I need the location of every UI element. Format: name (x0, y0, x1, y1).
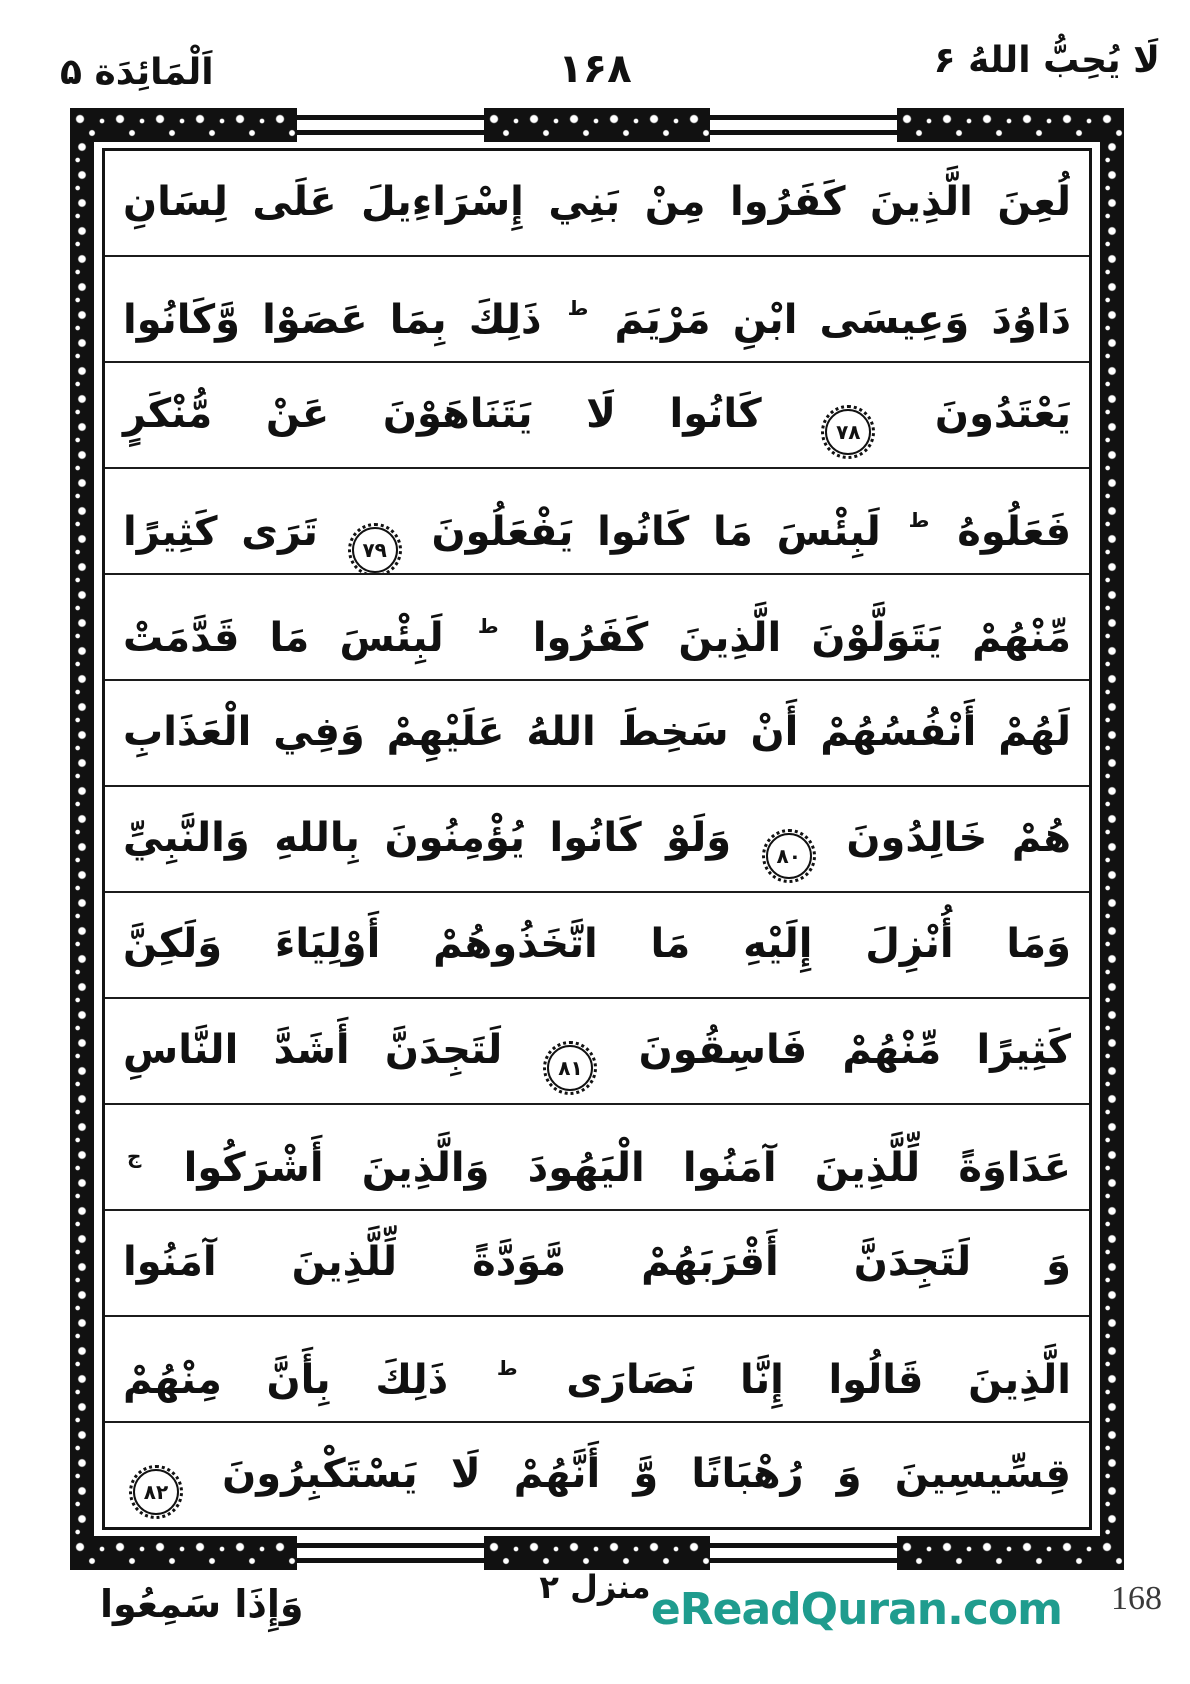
quran-line (105, 1423, 1089, 1527)
ayah-text: دَاوُدَ وَعِيسَى ابْنِ مَرْيَمَ (614, 297, 1071, 343)
quran-line (105, 1105, 1089, 1211)
double-rule (297, 1543, 484, 1563)
quran-line (105, 681, 1089, 787)
ayah-text: ذَلِكَ بِمَا عَصَوْا وَّكَانُوا (123, 297, 542, 343)
ayah-text: مِّنْهُمْ يَتَوَلَّوْنَ الَّذِينَ كَفَرُوا (532, 615, 1072, 661)
arabesque-ornament (484, 1536, 711, 1570)
frame-ornament-right (1100, 138, 1124, 1540)
quran-line (105, 893, 1089, 999)
quran-line (105, 787, 1089, 893)
quran-line (105, 1211, 1089, 1317)
ayah-text: لَبِئْسَ مَا قَدَّمَتْ (123, 615, 444, 661)
waqf-mark: ط (496, 1356, 518, 1380)
brand-watermark: eReadQuran.com (650, 1584, 1062, 1635)
catchword: وَإِذَا سَمِعُوا (100, 1582, 304, 1626)
ayah-text: كَانُوا لَا يَتَنَاهَوْنَ عَنْ مُّنْكَرٍ (123, 391, 762, 437)
ayah-text: فَعَلُوهُ (957, 509, 1072, 555)
quran-line (105, 575, 1089, 681)
quran-text-box (102, 148, 1092, 1530)
frame-ornament-bottom (70, 1536, 1124, 1570)
juz-title: لَا يُحِبُّ اللهُ ۶ (933, 40, 1160, 81)
surah-title: اَلْمَائِدَة ۵ (60, 52, 214, 93)
waqf-mark: ط (477, 614, 499, 638)
frame-ornament-top (70, 108, 1124, 142)
page-number-arabic: ۱۶۸ (558, 46, 632, 92)
quran-line (105, 363, 1089, 469)
verse-end-marker: ۷۸ (825, 409, 871, 455)
ayah-text: كَثِيرًا مِّنْهُمْ فَاسِقُونَ (638, 1027, 1071, 1073)
arabesque-ornament (897, 108, 1124, 142)
ayah-text: لُعِنَ الَّذِينَ كَفَرُوا مِنْ بَنِي إِسْرَاءِيلَ عَلَى لِسَانِ (123, 179, 1071, 225)
ayah-text: عَدَاوَةً لِّلَّذِينَ آمَنُوا الْيَهُودَ وَالَّذِينَ أَشْرَكُوا (183, 1145, 1071, 1191)
quran-line (105, 999, 1089, 1105)
arabesque-ornament (484, 108, 711, 142)
manzil-marker: منزل ٢ (539, 1568, 651, 1606)
arabesque-ornament (70, 1536, 297, 1570)
waqf-mark: ط (908, 508, 930, 532)
double-rule (297, 115, 484, 135)
page-number: 168 (1111, 1580, 1162, 1617)
quran-line (105, 469, 1089, 575)
ayah-text: هُمْ خَالِدُونَ (846, 815, 1072, 861)
ayah-text: وَمَا أُنْزِلَ إِلَيْهِ مَا اتَّخَذُوهُمْ أَوْلِيَاءَ وَلَكِنَّ (123, 921, 1071, 967)
quran-line (105, 1317, 1089, 1423)
frame-ornament-left (70, 138, 94, 1540)
arabesque-ornament (897, 1536, 1124, 1570)
ayah-text: يَعْتَدُونَ (934, 391, 1071, 437)
ayah-text: تَرَى كَثِيرًا (123, 509, 318, 555)
verse-end-marker: ۸۱ (547, 1045, 593, 1091)
quran-line (105, 151, 1089, 257)
verse-end-marker: ۸۲ (133, 1469, 179, 1515)
ayah-text: ذَلِكَ بِأَنَّ مِنْهُمْ (123, 1357, 449, 1403)
ayah-text: لَهُمْ أَنْفُسُهُمْ أَنْ سَخِطَ اللهُ عَلَيْهِمْ وَفِي الْعَذَابِ (123, 709, 1071, 755)
waqf-mark: ط (567, 296, 589, 320)
quran-line (105, 257, 1089, 363)
verse-end-marker: ۸۰ (766, 833, 812, 879)
double-rule (710, 115, 897, 135)
decorative-border-frame (70, 108, 1124, 1570)
double-rule (710, 1543, 897, 1563)
ayah-text: الَّذِينَ قَالُوا إِنَّا نَصَارَى (566, 1357, 1071, 1403)
arabesque-ornament (70, 108, 297, 142)
verse-end-marker: ۷۹ (352, 527, 398, 573)
waqf-mark: ج (127, 1144, 142, 1168)
ayah-text: وَلَوْ كَانُوا يُؤْمِنُونَ بِاللهِ وَالنَّبِيِّ (123, 815, 732, 861)
ayah-text: قِسِّيسِينَ وَ رُهْبَانًا وَّ أَنَّهُمْ لَا يَسْتَكْبِرُونَ (222, 1451, 1071, 1497)
ayah-text: لَبِئْسَ مَا كَانُوا يَفْعَلُونَ (431, 509, 881, 555)
ayah-text: لَتَجِدَنَّ أَشَدَّ النَّاسِ (123, 1027, 503, 1073)
ayah-text: وَ لَتَجِدَنَّ أَقْرَبَهُمْ مَّوَدَّةً لِّلَّذِينَ آمَنُوا (123, 1239, 1071, 1285)
